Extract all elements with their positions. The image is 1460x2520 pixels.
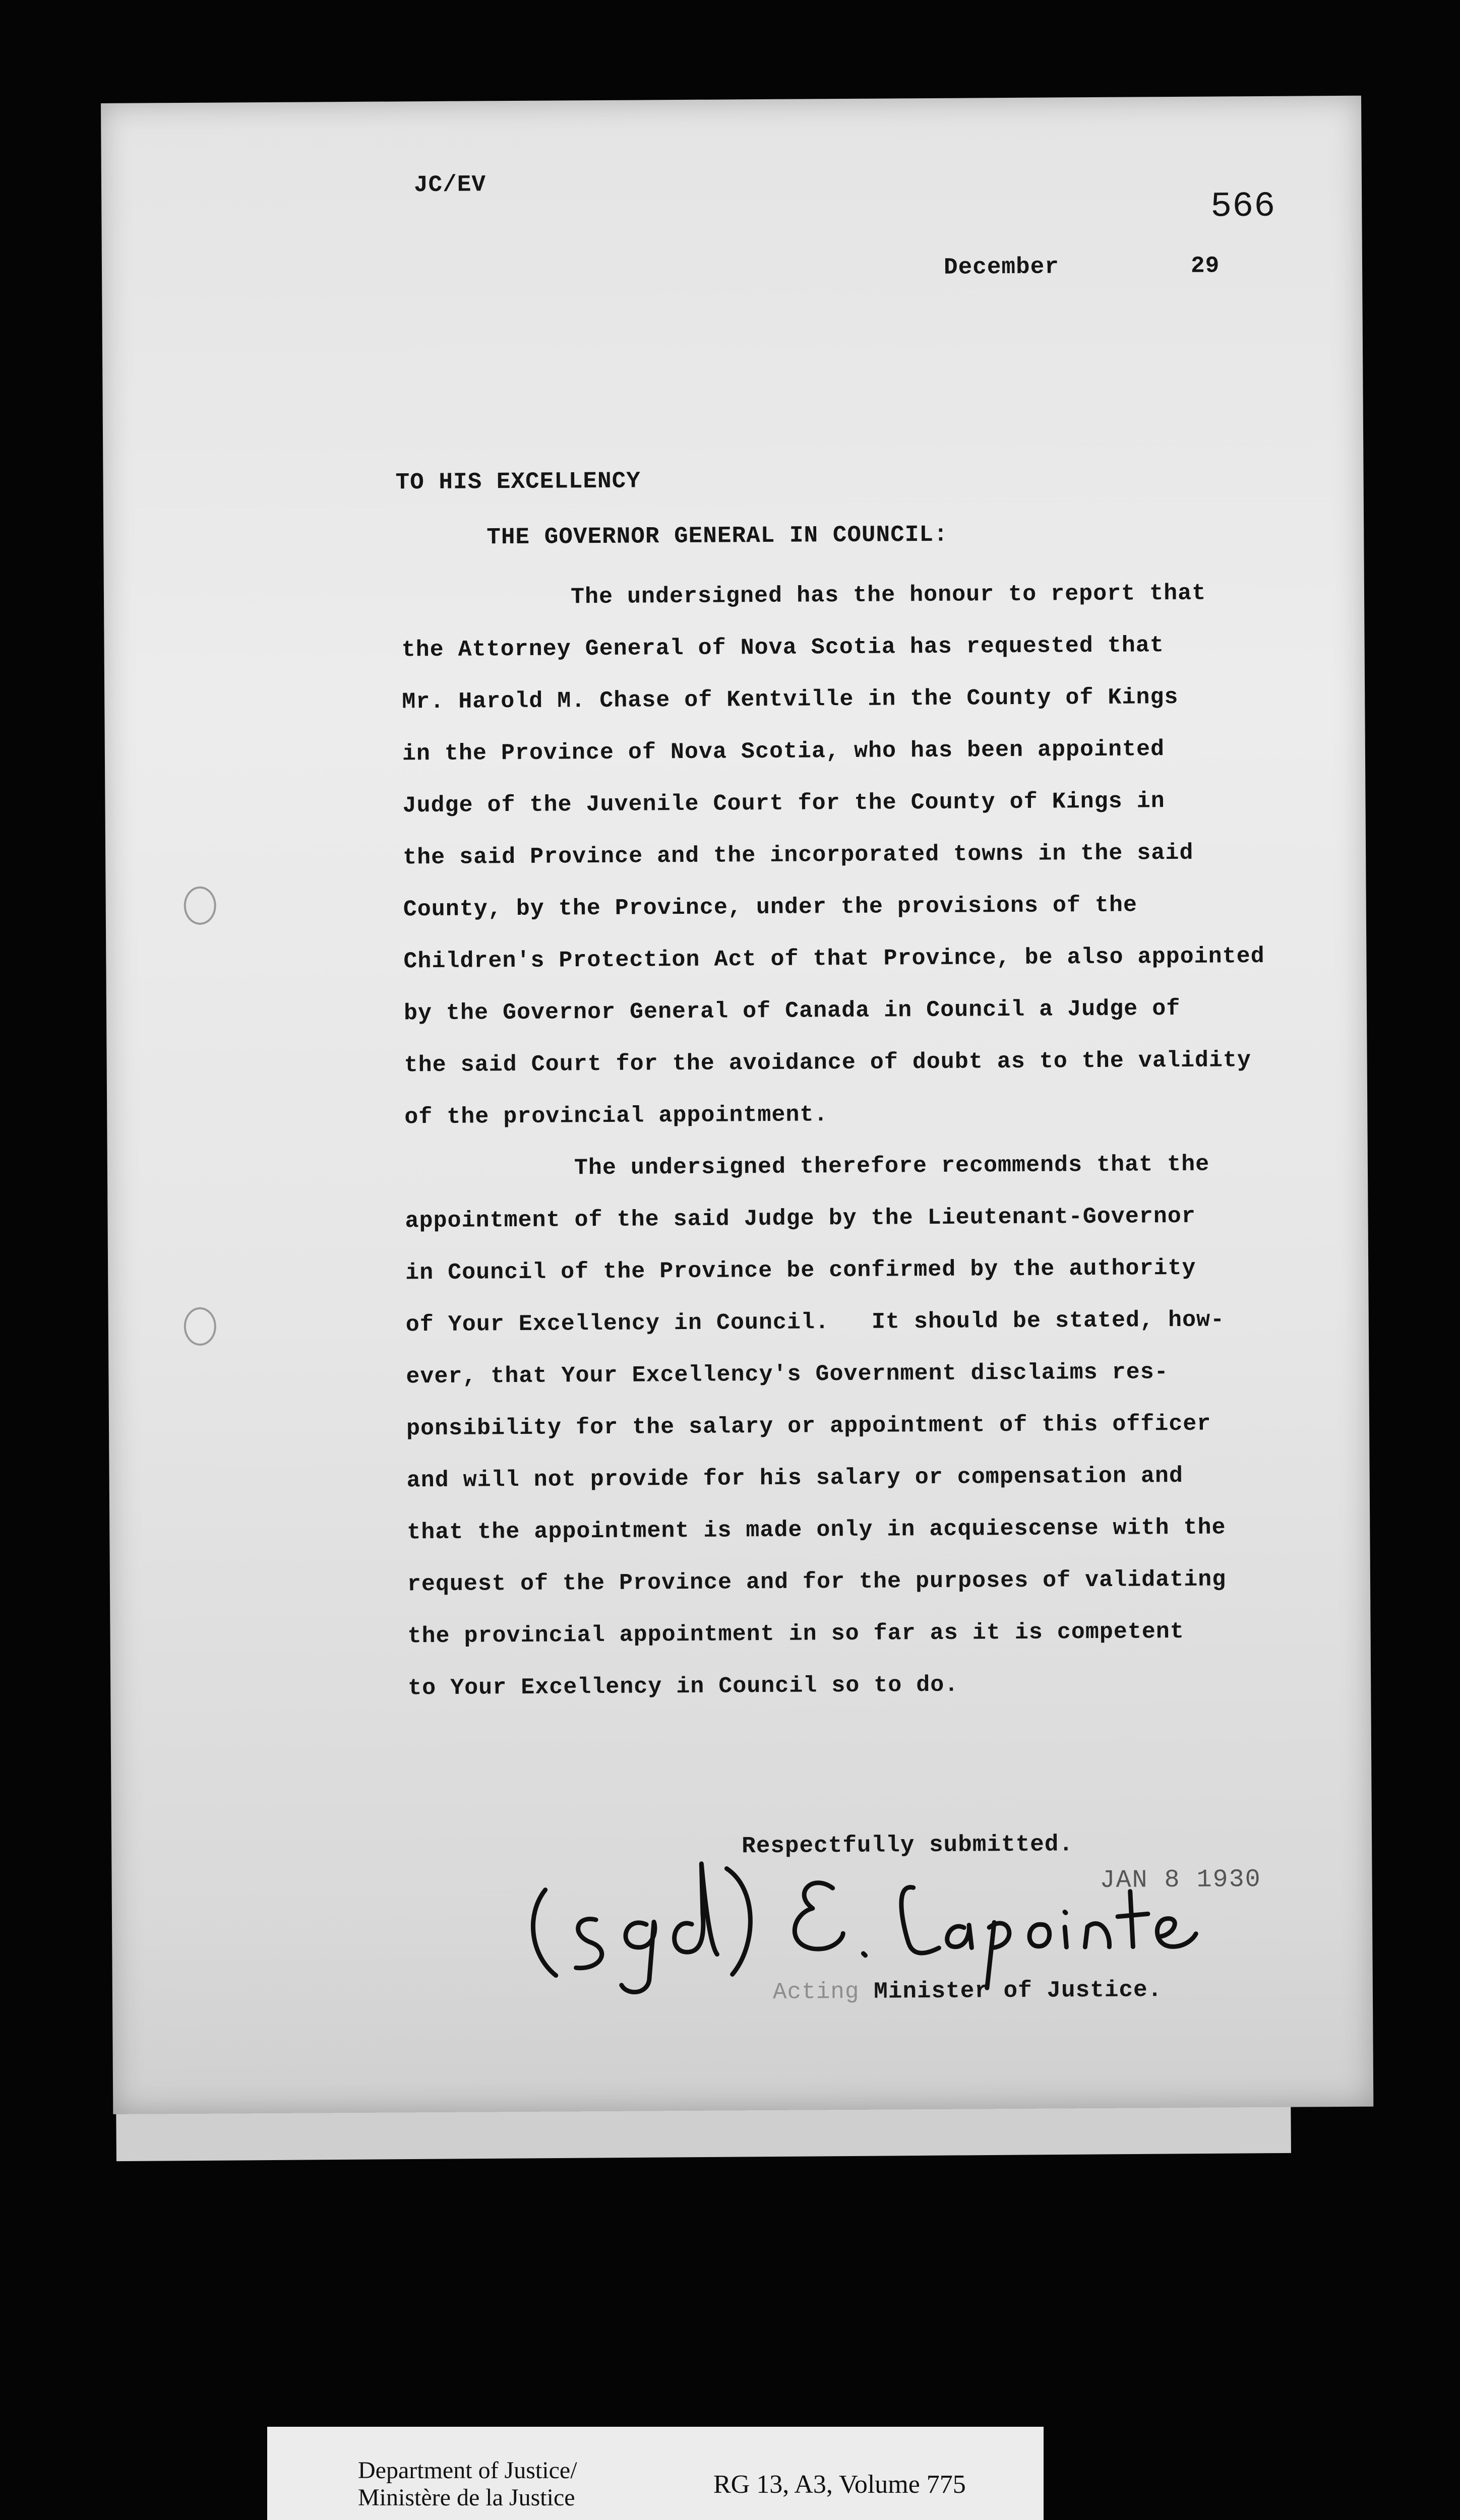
body-line: to Your Excellency in Council so to do. [408,1672,959,1702]
address-line-2: THE GOVERNOR GENERAL IN COUNCIL: [486,521,948,551]
body-line: of the provincial appointment. [404,1102,828,1130]
body-line: of Your Excellency in Council. It should be stated, how- [405,1307,1225,1338]
body-line: ever, that Your Excellency's Government disclaims res- [406,1359,1169,1390]
memo-page [101,96,1373,2114]
body-line: that the appointment is made only in acquiescense with the [407,1515,1226,1546]
date-day: 29 [1190,253,1220,279]
signatory-title-text: Minister of Justice. [874,1977,1163,2005]
department-name [358,2457,577,2511]
signature-block [509,1760,1216,2001]
signatory-title [773,1977,1163,2005]
body-line: Children's Protection Act of that Province, be also appointed [403,943,1265,975]
body-line: ponsibility for the salary or appointment of this officer [406,1411,1211,1442]
punch-hole [184,1307,216,1346]
address-line-1: TO HIS EXCELLENCY [395,468,641,496]
page-number: 566 [1210,186,1276,227]
body-line: in Council of the Province be confirmed by the authority [405,1255,1196,1286]
body-line: and will not provide for his salary or compensation and [406,1463,1184,1494]
date-stamp: JAN 8 1930 [1100,1865,1261,1895]
signature-image [509,1760,1216,2001]
punch-hole [184,887,216,925]
body-line: the Attorney General of Nova Scotia has requested that [401,633,1165,663]
reference-initials: JC/EV [413,171,486,199]
body-line: the said Province and the incorporated towns in the said [402,840,1194,871]
body-line: request of the Province and for the purposes of validating [407,1566,1227,1598]
department-line-1: Department of Justice/ [358,2457,577,2484]
body-line: County, by the Province, under the provisions of the [403,892,1138,923]
body-line: appointment of the said Judge by the Lieutenant-Governor [405,1203,1196,1234]
body-line: The undersigned has the honour to report that [401,580,1206,611]
date-month: December [943,254,1060,281]
archive-reference-label [267,2427,1044,2520]
closing-line: Respectfully submitted. [741,1831,1074,1860]
body-line: Mr. Harold M. Chase of Kentville in the County of Kings [402,684,1179,715]
body-line: the provincial appointment in so far as it is competent [407,1618,1184,1650]
body-line: by the Governor General of Canada in Council a Judge of [403,995,1181,1027]
body-line: Judge of the Juvenile Court for the County of Kings in [402,788,1165,819]
signatory-acting: Acting [772,1978,860,2005]
record-group-reference: RG 13, A3, Volume 775 [713,2470,966,2499]
body-line: in the Province of Nova Scotia, who has been appointed [402,736,1165,767]
body-line: the said Court for the avoidance of doubt as to the validity [404,1047,1252,1079]
department-line-2: Ministère de la Justice [358,2484,575,2511]
body-line: The undersigned therefore recommends that the [404,1151,1210,1182]
